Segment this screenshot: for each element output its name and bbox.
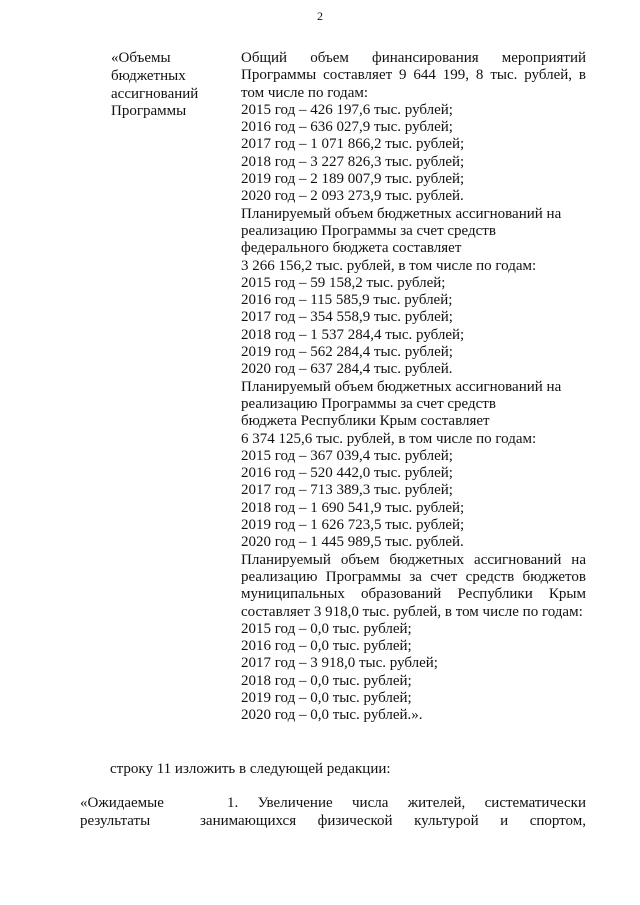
republic-year-2018: 2018 год – 1 690 541,9 тыс. рублей;	[241, 499, 465, 516]
federal-year-2020: 2020 год – 637 284,4 тыс. рублей.	[241, 361, 453, 378]
total-financing-text: Общий объем финансирования мероприятий Программы составляет 9 644 199, 8 тыс. рублей, в том числе по годам:	[241, 50, 586, 101]
federal-intro-line: Планируемый объем бюджетных ассигнований на	[241, 205, 562, 222]
republic-intro-line: реализацию Программы за счет средств	[241, 395, 496, 412]
federal-year-2017: 2017 год – 354 558,9 тыс. рублей;	[241, 309, 453, 326]
republic-year-2016: 2016 год – 520 442,0 тыс. рублей;	[241, 465, 453, 482]
amendment-instruction: строку 11 изложить в следующей редакции:	[110, 761, 391, 777]
republic-intro-line: бюджета Республики Крым составляет	[241, 413, 490, 430]
federal-intro-line: реализацию Программы за счет средств	[241, 222, 496, 239]
budget-content	[241, 50, 586, 725]
federal-year-2019: 2019 год – 562 284,4 тыс. рублей;	[241, 344, 453, 361]
total-year-2016: 2016 год – 636 027,9 тыс. рублей;	[241, 119, 453, 136]
municipal-year-2020: 2020 год – 0,0 тыс. рублей.».	[241, 707, 423, 724]
republic-intro-line: Планируемый объем бюджетных ассигнований на	[241, 378, 562, 395]
total-year-2019: 2019 год – 2 189 007,9 тыс. рублей;	[241, 171, 465, 188]
page-number: 2	[317, 9, 323, 23]
total-year-2017: 2017 год – 1 071 866,2 тыс. рублей;	[241, 136, 465, 153]
republic-year-2019: 2019 год – 1 626 723,5 тыс. рублей;	[241, 517, 465, 534]
federal-year-2015: 2015 год – 59 158,2 тыс. рублей;	[241, 274, 446, 291]
municipal-intro-text: Планируемый объем бюджетных ассигнований на реализацию Программы за счет средств бюджетов муниципальных образований Республики Крым составляет 3 918,0 тыс. рублей, в том числе по годам:	[241, 551, 586, 620]
row-label-expected-results: «Ожидаемые результаты	[80, 795, 164, 829]
republic-intro-line: 6 374 125,6 тыс. рублей, в том числе по годам:	[241, 430, 537, 447]
republic-year-2020: 2020 год – 1 445 989,5 тыс. рублей.	[241, 534, 464, 551]
total-year-2020: 2020 год – 2 093 273,9 тыс. рублей.	[241, 188, 464, 205]
municipal-year-2018: 2018 год – 0,0 тыс. рублей;	[241, 672, 412, 689]
federal-year-2016: 2016 год – 115 585,9 тыс. рублей;	[241, 292, 453, 309]
federal-intro-line: 3 266 156,2 тыс. рублей, в том числе по годам:	[241, 257, 537, 274]
total-year-2015: 2015 год – 426 197,6 тыс. рублей;	[241, 101, 453, 118]
republic-year-2017: 2017 год – 713 389,3 тыс. рублей;	[241, 482, 453, 499]
municipal-year-2015: 2015 год – 0,0 тыс. рублей;	[241, 620, 412, 637]
municipal-year-2016: 2016 год – 0,0 тыс. рублей;	[241, 638, 412, 655]
expected-results-content	[200, 795, 586, 830]
federal-year-2018: 2018 год – 1 537 284,4 тыс. рублей;	[241, 326, 465, 343]
federal-intro-line: федерального бюджета составляет	[241, 240, 462, 257]
republic-year-2015: 2015 год – 367 039,4 тыс. рублей;	[241, 447, 453, 464]
municipal-year-2017: 2017 год – 3 918,0 тыс. рублей;	[241, 655, 438, 672]
total-year-2018: 2018 год – 3 227 826,3 тыс. рублей;	[241, 153, 465, 170]
expected-results-line: занимающихся физической культурой и спортом,	[200, 812, 586, 829]
row-label-budget: «Объемы бюджетных ассигнований Программы	[111, 50, 199, 120]
municipal-year-2019: 2019 год – 0,0 тыс. рублей;	[241, 689, 412, 706]
expected-results-line: 1. Увеличение числа жителей, систематически	[227, 795, 586, 811]
